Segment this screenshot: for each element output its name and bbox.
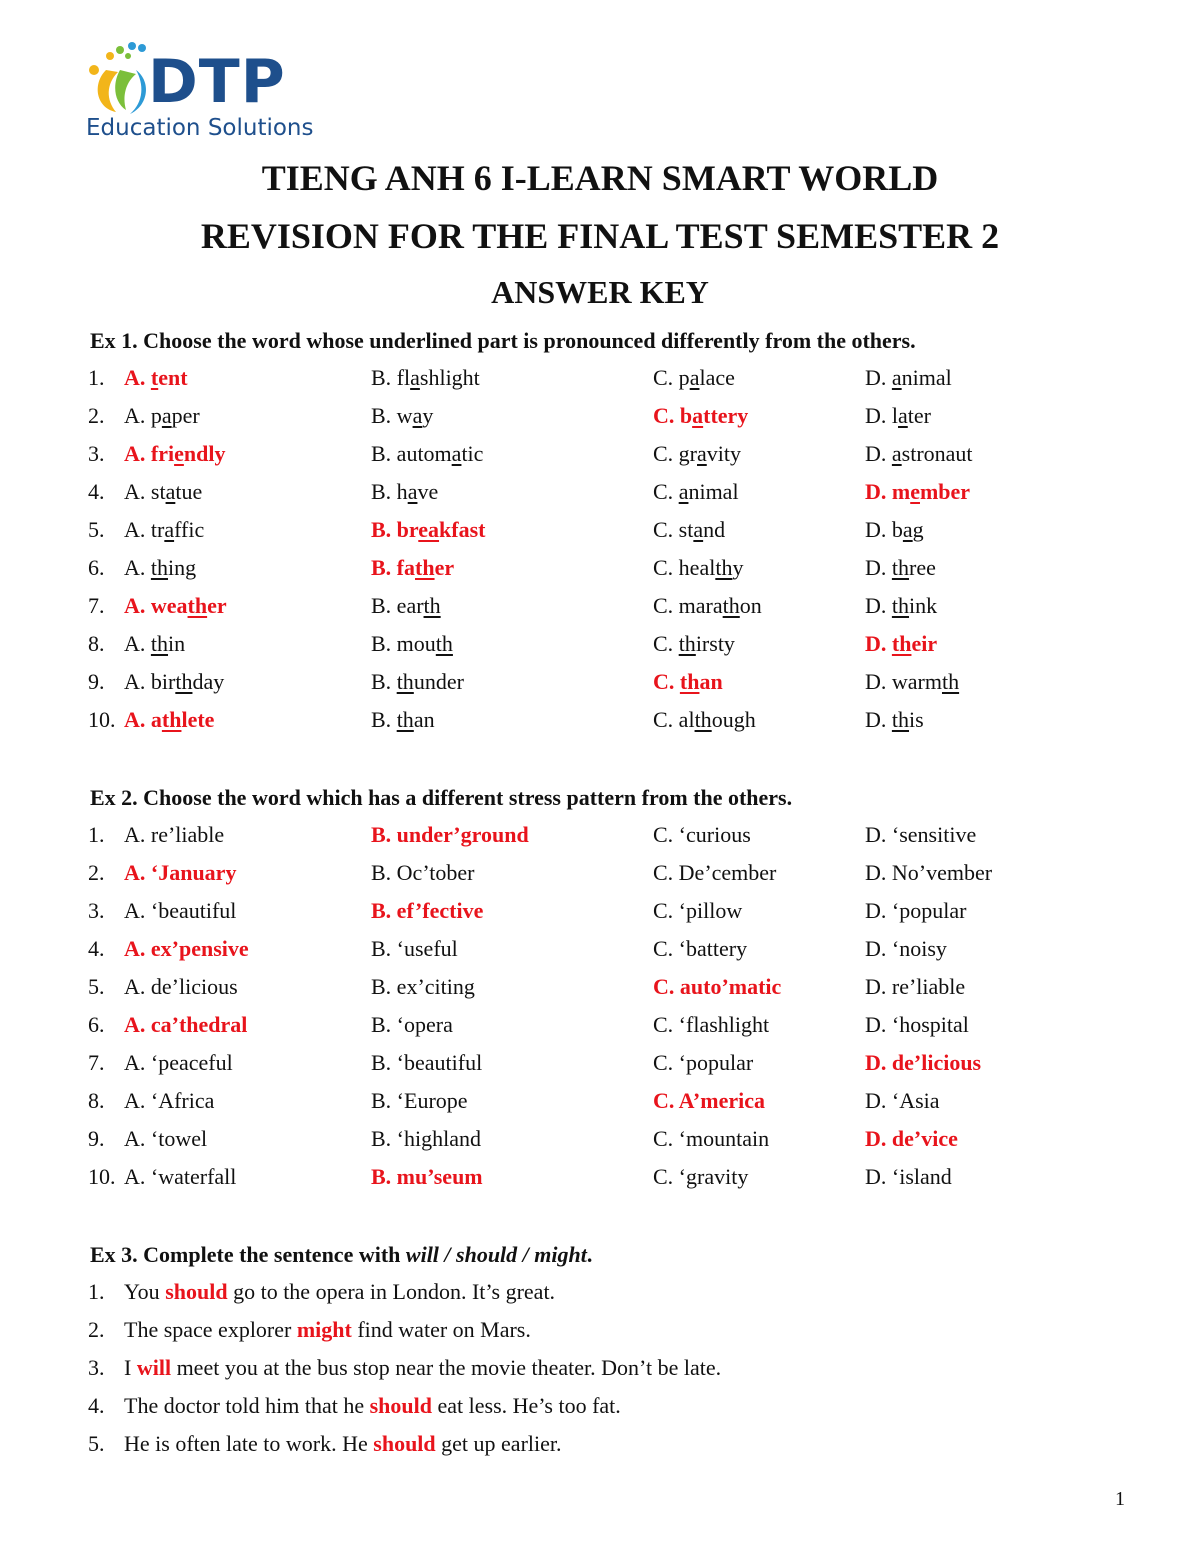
underlined-part: th	[891, 593, 910, 618]
document-subtitle: REVISION FOR THE FINAL TEST SEMESTER 2	[200, 216, 1000, 256]
underlined-part: a	[891, 365, 902, 390]
underlined-part: ea	[418, 517, 440, 542]
ex1-question-row	[0, 397, 1200, 435]
option-c: C. ‘pillow	[653, 898, 743, 923]
underlined-part: a	[678, 479, 689, 504]
option-a: A. ‘beautiful	[124, 898, 237, 923]
question-number: 2.	[88, 403, 105, 428]
ex1-question-row	[0, 435, 1200, 473]
ex3-sentence-row	[0, 1425, 1200, 1463]
document-title: TIENG ANH 6 I-LEARN SMART WORLD	[261, 158, 939, 198]
option-d: D. this	[865, 707, 924, 732]
question-number: 2.	[88, 1317, 105, 1342]
question-number: 4.	[88, 479, 105, 504]
underlined-part: th	[941, 669, 960, 694]
question-number: 4.	[88, 936, 105, 961]
page-number: 1	[1115, 1488, 1125, 1510]
option-c: C. ‘battery	[653, 936, 748, 961]
option-a: A. traffic	[124, 517, 205, 542]
option-a: A. thin	[124, 631, 186, 656]
ex3-heading-prefix: Ex 3. Complete the sentence with	[90, 1242, 406, 1267]
option-c: C. ‘flashlight	[653, 1012, 770, 1037]
option-d-answer: D. their	[865, 631, 938, 656]
underlined-part: a	[902, 517, 913, 542]
question-number: 1.	[88, 365, 105, 390]
option-b: B. flashlight	[371, 365, 480, 390]
option-c-answer: C. auto’matic	[653, 974, 782, 999]
option-b-answer: B. under’ground	[371, 822, 529, 847]
underlined-part: th	[187, 593, 208, 618]
option-b: B. ‘highland	[371, 1126, 481, 1151]
ex2-question-row	[0, 816, 1200, 854]
option-d: D. three	[865, 555, 936, 580]
ex1-heading: Ex 1. Choose the word whose underlined part is pronounced differently from the others.	[90, 328, 916, 353]
option-b-answer: B. father	[371, 555, 455, 580]
ex1-question-row	[0, 473, 1200, 511]
sentence-text: He is often late to work. He should get up earlier.	[124, 1431, 562, 1456]
option-b: B. ‘opera	[371, 1012, 453, 1037]
question-number: 7.	[88, 593, 105, 618]
ex2-question-row	[0, 892, 1200, 930]
sentence-text: The space explorer might find water on Mars.	[124, 1317, 531, 1342]
option-a: A. ‘towel	[124, 1126, 208, 1151]
option-c: C. gravity	[653, 441, 741, 466]
underlined-part: th	[678, 631, 696, 656]
option-a: A. de’licious	[124, 974, 238, 999]
question-number: 1.	[88, 1279, 105, 1304]
question-number: 3.	[88, 441, 105, 466]
ex3-sentence-row	[0, 1387, 1200, 1425]
underlined-part: th	[150, 631, 169, 656]
underlined-part: th	[150, 555, 169, 580]
underlined-part: th	[423, 593, 441, 618]
sentence-text: You should go to the opera in London. It’s great.	[124, 1279, 556, 1304]
underlined-part: th	[175, 669, 193, 694]
sentence-text: I will meet you at the bus stop near the movie theater. Don’t be late.	[124, 1355, 722, 1380]
option-c: C. healthy	[653, 555, 744, 580]
underlined-part: a	[689, 365, 700, 390]
option-d: D. later	[865, 403, 931, 428]
underlined-part: a	[898, 403, 908, 428]
underlined-part: a	[161, 403, 172, 428]
question-number: 2.	[88, 860, 105, 885]
underlined-part: a	[693, 517, 704, 542]
underlined-part: a	[891, 441, 902, 466]
ex2-question-row	[0, 1082, 1200, 1120]
underlined-part: a	[165, 479, 176, 504]
option-a-answer: A. friendly	[124, 441, 226, 466]
question-number: 10.	[88, 1164, 116, 1189]
option-b: B. way	[371, 403, 434, 428]
underlined-part: th	[161, 707, 182, 732]
underlined-part: th	[396, 669, 414, 694]
answer-key-heading: ANSWER KEY	[491, 274, 709, 310]
ex1-question-row	[0, 549, 1200, 587]
ex1-question-row	[0, 359, 1200, 397]
ex3-heading-options: will / should / might	[405, 1242, 587, 1267]
ex2-question-row	[0, 1120, 1200, 1158]
option-d: D. ‘popular	[865, 898, 967, 923]
option-b: B. ‘beautiful	[371, 1050, 483, 1075]
question-number: 7.	[88, 1050, 105, 1075]
option-c: C. ‘curious	[653, 822, 751, 847]
question-number: 4.	[88, 1393, 105, 1418]
option-d: D. No’vember	[865, 860, 993, 885]
underlined-part: th	[694, 707, 712, 732]
option-b: B. Oc’tober	[371, 860, 475, 885]
option-c: C. marathon	[653, 593, 762, 618]
underlined-part: th	[891, 555, 910, 580]
option-d: D. astronaut	[865, 441, 973, 466]
logo-mark-icon	[86, 40, 156, 120]
option-d: D. bag	[865, 517, 924, 542]
sentence-text: The doctor told him that he should eat less. He’s too fat.	[124, 1393, 621, 1418]
ex2-heading: Ex 2. Choose the word which has a different stress pattern from the others.	[90, 785, 793, 810]
option-b-answer: B. mu’seum	[371, 1164, 483, 1189]
underlined-part: th	[396, 707, 414, 732]
option-d: D. re’liable	[865, 974, 966, 999]
ex1-question-row	[0, 663, 1200, 701]
ex3-heading	[90, 1244, 592, 1266]
option-d: D. think	[865, 593, 938, 618]
option-c: C. animal	[653, 479, 739, 504]
underlined-part: a	[164, 517, 175, 542]
option-b: B. thunder	[371, 669, 464, 694]
answer-word: should	[165, 1279, 228, 1304]
option-c: C. ‘gravity	[653, 1164, 749, 1189]
option-d: D. ‘sensitive	[865, 822, 977, 847]
ex2-question-row	[0, 930, 1200, 968]
ex2-question-row	[0, 1158, 1200, 1196]
option-a: A. ‘Africa	[124, 1088, 215, 1113]
option-d: D. ‘island	[865, 1164, 952, 1189]
ex2-question-row	[0, 1006, 1200, 1044]
underlined-part: t	[150, 365, 159, 390]
option-d: D. ‘Asia	[865, 1088, 940, 1113]
option-b: B. mouth	[371, 631, 453, 656]
underlined-part: e	[174, 441, 184, 466]
option-d-answer: D. de’vice	[865, 1126, 958, 1151]
logo-subtitle: Education Solutions	[86, 115, 314, 141]
option-c: C. thirsty	[653, 631, 735, 656]
option-c: C. ‘popular	[653, 1050, 754, 1075]
underlined-part: a	[410, 365, 420, 390]
underlined-part: a	[692, 403, 704, 428]
option-a-answer: A. ca’thedral	[124, 1012, 248, 1037]
dtp-logo	[86, 40, 316, 150]
option-b: B. earth	[371, 593, 441, 618]
question-number: 10.	[88, 707, 116, 732]
option-d: D. warmth	[865, 669, 960, 694]
question-number: 6.	[88, 555, 105, 580]
question-number: 9.	[88, 1126, 105, 1151]
option-d-answer: D. de’licious	[865, 1050, 982, 1075]
question-number: 3.	[88, 898, 105, 923]
underlined-part: a	[697, 441, 707, 466]
question-number: 8.	[88, 1088, 105, 1113]
answer-word: should	[369, 1393, 432, 1418]
option-d: D. ‘noisy	[865, 936, 947, 961]
ex1-question-row	[0, 625, 1200, 663]
option-c: C. palace	[653, 365, 735, 390]
underlined-part: a	[412, 403, 423, 428]
ex3-sentence-row	[0, 1273, 1200, 1311]
answer-word: should	[373, 1431, 436, 1456]
question-number: 8.	[88, 631, 105, 656]
option-a: A. re’liable	[124, 822, 225, 847]
option-a-answer: A. tent	[124, 365, 188, 390]
option-a: A. birthday	[124, 669, 225, 694]
option-c: C. stand	[653, 517, 726, 542]
option-d: D. animal	[865, 365, 952, 390]
option-a: A. thing	[124, 555, 197, 580]
option-d-answer: D. member	[865, 479, 971, 504]
underlined-part: th	[679, 669, 700, 694]
question-number: 5.	[88, 974, 105, 999]
option-b: B. than	[371, 707, 435, 732]
logo-name: DTP	[148, 47, 286, 117]
option-c-answer: C. battery	[653, 403, 749, 428]
question-number: 5.	[88, 517, 105, 542]
option-a-answer: A. ‘January	[124, 860, 237, 885]
underlined-part: th	[415, 555, 435, 580]
question-number: 3.	[88, 1355, 105, 1380]
ex1-question-row	[0, 587, 1200, 625]
option-c-answer: C. than	[653, 669, 723, 694]
question-number: 1.	[88, 822, 105, 847]
option-b: B. ‘useful	[371, 936, 458, 961]
question-number: 5.	[88, 1431, 105, 1456]
option-b: B. ex’citing	[371, 974, 475, 999]
option-c-answer: C. A’merica	[653, 1088, 765, 1113]
question-number: 9.	[88, 669, 105, 694]
option-a-answer: A. athlete	[124, 707, 215, 732]
ex1-question-row	[0, 701, 1200, 739]
option-b-answer: B. ef’fective	[371, 898, 484, 923]
answer-word: will	[136, 1355, 172, 1380]
underlined-part: th	[435, 631, 453, 656]
option-c: C. although	[653, 707, 756, 732]
option-c: C. ‘mountain	[653, 1126, 770, 1151]
option-b: B. automatic	[371, 441, 484, 466]
option-b-answer: B. breakfast	[371, 517, 486, 542]
option-d: D. ‘hospital	[865, 1012, 969, 1037]
ex2-question-row	[0, 968, 1200, 1006]
option-b: B. ‘Europe	[371, 1088, 468, 1113]
underlined-part: e	[910, 479, 920, 504]
option-a: A. ‘peaceful	[124, 1050, 233, 1075]
question-number: 6.	[88, 1012, 105, 1037]
option-a-answer: A. ex’pensive	[124, 936, 249, 961]
underlined-part: th	[715, 555, 733, 580]
underlined-part: th	[722, 593, 740, 618]
option-a: A. paper	[124, 403, 200, 428]
underlined-part: th	[891, 631, 912, 656]
underlined-part: a	[451, 441, 462, 466]
option-a: A. ‘waterfall	[124, 1164, 237, 1189]
ex3-sentence-row	[0, 1311, 1200, 1349]
answer-word: might	[296, 1317, 352, 1342]
option-a-answer: A. weather	[124, 593, 227, 618]
option-a: A. statue	[124, 479, 203, 504]
underlined-part: th	[891, 707, 910, 732]
ex2-question-row	[0, 854, 1200, 892]
option-c: C. De’cember	[653, 860, 777, 885]
underlined-part: a	[407, 479, 418, 504]
ex2-question-row	[0, 1044, 1200, 1082]
ex3-sentence-row	[0, 1349, 1200, 1387]
ex3-heading-suffix: .	[586, 1242, 593, 1267]
ex1-question-row	[0, 511, 1200, 549]
option-b: B. have	[371, 479, 439, 504]
